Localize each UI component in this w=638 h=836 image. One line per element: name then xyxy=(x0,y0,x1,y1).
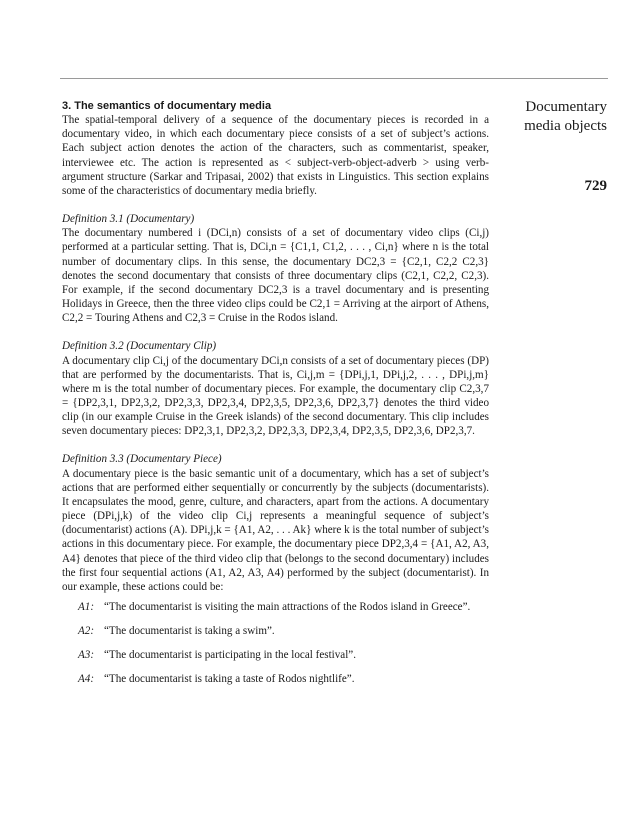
definition-2-title: Definition 3.2 (Documentary Clip) xyxy=(62,340,217,353)
action-text: “The documentarist is participating in the local festival”. xyxy=(104,649,356,662)
action-list xyxy=(62,600,489,687)
list-item xyxy=(62,624,489,638)
action-text: “The documentarist is taking a taste of Rodos nightlife”. xyxy=(104,673,355,686)
definition-3-body: A documentary piece is the basic semantic unit of a documentary, which has a set of subject’s actions that are performed either sequentially or concurrently by the subjects (documentarists). It encapsulates the mood, genre, culture, and characters, apart from the actions. A documentary piece (DPi,j,k) of the video clip Ci,j represents a meaningful sequence of subject’s (documentarist) actions (A). DPi,j,k = {A1, A2, . . . Ak} where k is the total number of subject’s actions in this documentary piece. For example, the documentary piece DP2,3,4 = {A1, A2, A3, A4} denotes that piece of the third video clip that (belongs to the second documentary) includes the first four sequential actions (A1, A2, A3, A4) performed by the subject (documentarist). In our example, these actions could be: xyxy=(62,467,489,593)
list-item xyxy=(62,648,489,662)
section-intro: The spatial-temporal delivery of a sequence of the documentary pieces is recorded in a documentary video, in which each documentary piece consists of a set of subject’s actions. Each subject action denotes the action of the characters, such as commentarist, speaker, interviewee etc. The action is represented as < subject-verb-object-adverb > using verb-argument structure (Sarkar and Tripasai, 2002) that exists in Linguistics. This section explains some of the characteristics of documentary media briefly. xyxy=(62,114,489,197)
running-head-line-1: Documentary xyxy=(525,99,607,115)
list-item xyxy=(62,672,489,686)
section-title: 3. The semantics of documentary media xyxy=(62,100,272,112)
main-column xyxy=(62,99,489,697)
action-key: A2: xyxy=(78,625,95,638)
action-key: A3: xyxy=(78,649,95,662)
definition-1-body: The documentary numbered i (DCi,n) consists of a set of documentary video clips (Ci,j) performed at a particular setting. That is, DCi,n = {C1,1, C1,2, . . . , Ci,n} where n is the total number of documentary clips. In this sense, the documentary DC2,3 = {C2,1, C2,2 C2,3} denotes the second documentary that consists of three documentary clips (C2,1, C2,2, C2,3). For example, if the second documentary DC2,3 is a travel documentary and is presenting Holidays in Greece, then the three video clips could be C2,1 = Arriving at the airport of Athens, C2,2 = Touring Athens and C2,3 = Cruise in the Rodos island. xyxy=(62,227,489,325)
action-text: “The documentarist is taking a swim”. xyxy=(104,625,275,638)
definition-1-title: Definition 3.1 (Documentary) xyxy=(62,213,195,226)
running-head xyxy=(507,98,607,136)
action-text: “The documentarist is visiting the main attractions of the Rodos island in Greece”. xyxy=(104,601,471,613)
list-item xyxy=(62,600,489,614)
page-number: 729 xyxy=(584,178,607,194)
definition-3-title: Definition 3.3 (Documentary Piece) xyxy=(62,453,222,466)
action-key: A1: xyxy=(78,601,95,613)
running-head-line-2: media objects xyxy=(524,118,607,134)
definition-2-body: A documentary clip Ci,j of the documentary DCi,n consists of a set of documentary pieces (DP) that are performed by the documentarists. That is, Ci,j,m = {DPi,j,1, DPi,j,2, . . . , DPi,j,m} where m is the total number of documentary pieces. For example, the documentary clip C2,3,7 = {DP2,3,1, DP2,3,2, DP2,3,3, DP2,3,4, DP2,3,5, DP2,3,6, DP2,3,7} denotes the third video clip (in our example Cruise in the Greek islands) of the second documentary. This clip includes seven documentary pieces: DP2,3,1, DP2,3,2, DP2,3,3, DP2,3,4, DP2,3,5, DP2,3,6, DP2,3,7. xyxy=(62,354,489,438)
action-key: A4: xyxy=(78,673,95,686)
header-rule xyxy=(60,78,608,79)
